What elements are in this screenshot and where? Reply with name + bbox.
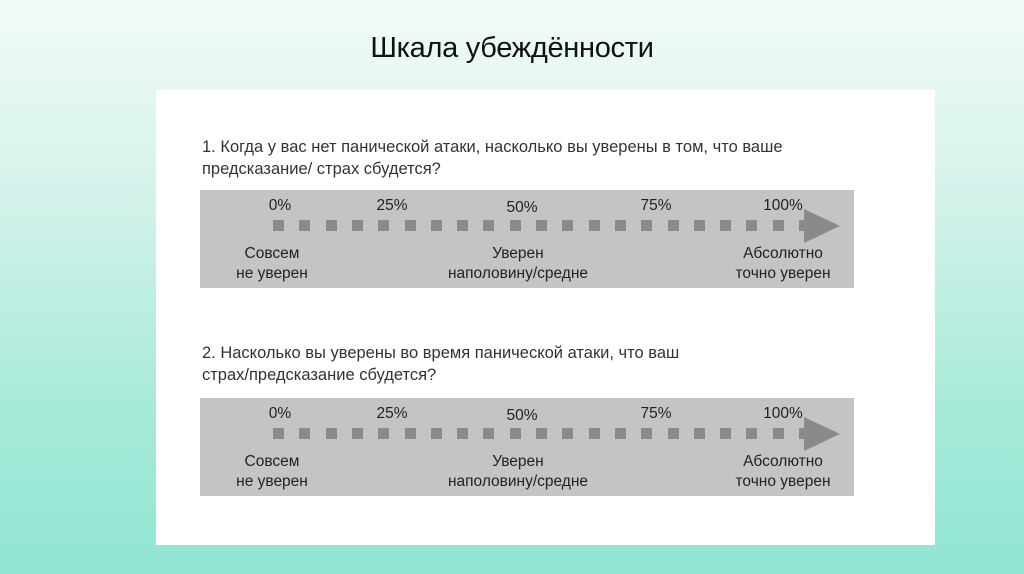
confidence-scale-2: [200, 398, 854, 496]
scale-1-label-high-line-1: Абсолютно: [743, 245, 823, 262]
scale-dash: [694, 220, 705, 231]
scale-1-label-mid-line-2: наполовину/средне: [447, 265, 589, 282]
scale-dash: [773, 220, 784, 231]
scale-2-label-mid: [448, 452, 588, 492]
question-2-line-1: 2. Насколько вы уверены во время панической атаки, что ваш: [202, 344, 680, 362]
scale-dash: [536, 428, 547, 439]
scale-1-label-low-line-1: Совсем: [244, 245, 300, 262]
scale-2-percent-50: 50%: [506, 407, 538, 424]
scale-dash: [326, 428, 337, 439]
scale-2-percent-100: 100%: [763, 405, 803, 422]
scale-1-arrow-icon: [804, 209, 844, 243]
scale-dash: [326, 220, 337, 231]
scale-1-percent-25: 25%: [376, 197, 408, 214]
question-1-line-1: 1. Когда у вас нет панической атаки, насколько вы уверены в том, что ваше: [202, 138, 783, 156]
scale-dash: [457, 220, 468, 231]
question-1-line-2: предсказание/ страх сбудется?: [202, 160, 441, 178]
scale-1-label-mid: [448, 244, 588, 284]
scale-dash: [431, 428, 442, 439]
question-1: [202, 136, 862, 180]
scale-dash: [615, 220, 626, 231]
scale-dash: [773, 428, 784, 439]
scale-dash: [694, 428, 705, 439]
scale-dash: [720, 220, 731, 231]
scale-2-label-low-line-1: Совсем: [244, 453, 300, 470]
scale-1-percent-75: 75%: [640, 197, 672, 214]
scale-2-label-low-line-2: не уверен: [236, 473, 308, 490]
scale-dash: [352, 428, 363, 439]
scale-dash: [641, 220, 652, 231]
scale-dash: [405, 428, 416, 439]
scale-dash: [352, 220, 363, 231]
scale-2-label-low: [236, 452, 308, 492]
scale-dash: [589, 428, 600, 439]
scale-2-label-high-line-1: Абсолютно: [743, 453, 823, 470]
scale-dash: [668, 428, 679, 439]
scale-dash: [746, 220, 757, 231]
scale-dash: [483, 428, 494, 439]
scale-dash: [299, 220, 310, 231]
scale-2-percent-0: 0%: [268, 405, 292, 422]
scale-dash: [457, 428, 468, 439]
scale-dash: [510, 220, 521, 231]
scale-2-label-mid-line-2: наполовину/средне: [447, 473, 589, 490]
scale-dash: [536, 220, 547, 231]
scale-dash: [746, 428, 757, 439]
scale-1-label-low-line-2: не уверен: [236, 265, 308, 282]
scale-dash: [641, 428, 652, 439]
confidence-scale-1: [200, 190, 854, 288]
scale-dash: [483, 220, 494, 231]
scale-dash: [589, 220, 600, 231]
scale-dash: [378, 428, 389, 439]
scale-2-label-high-line-2: точно уверен: [735, 473, 831, 490]
scale-2-label-high: [736, 452, 831, 492]
scale-dash: [720, 428, 731, 439]
scale-dash: [431, 220, 442, 231]
scale-2-percent-75: 75%: [640, 405, 672, 422]
scale-2-label-mid-line-1: Уверен: [492, 453, 544, 470]
scale-1-percent-0: 0%: [268, 197, 292, 214]
scale-dash: [273, 428, 284, 439]
scale-dash: [273, 220, 284, 231]
scale-dash: [299, 428, 310, 439]
scale-dash: [510, 428, 521, 439]
scale-2-arrow-icon: [804, 417, 844, 451]
question-2-line-2: страх/предсказание сбудется?: [202, 366, 437, 384]
scale-1-label-low: [236, 244, 308, 284]
content-card: [156, 90, 935, 545]
scale-dash: [562, 220, 573, 231]
scale-1-label-high-line-2: точно уверен: [735, 265, 831, 282]
scale-1-label-mid-line-1: Уверен: [492, 245, 544, 262]
scale-dash: [668, 220, 679, 231]
scale-1-percent-100: 100%: [763, 197, 803, 214]
scale-dash: [405, 220, 416, 231]
scale-1-percent-50: 50%: [506, 199, 538, 216]
scale-1-label-high: [736, 244, 831, 284]
scale-dash: [615, 428, 626, 439]
scale-dash: [378, 220, 389, 231]
question-2: [202, 342, 862, 386]
scale-dash: [562, 428, 573, 439]
scale-2-percent-25: 25%: [376, 405, 408, 422]
slide-title: Шкала убеждённости: [370, 32, 654, 64]
